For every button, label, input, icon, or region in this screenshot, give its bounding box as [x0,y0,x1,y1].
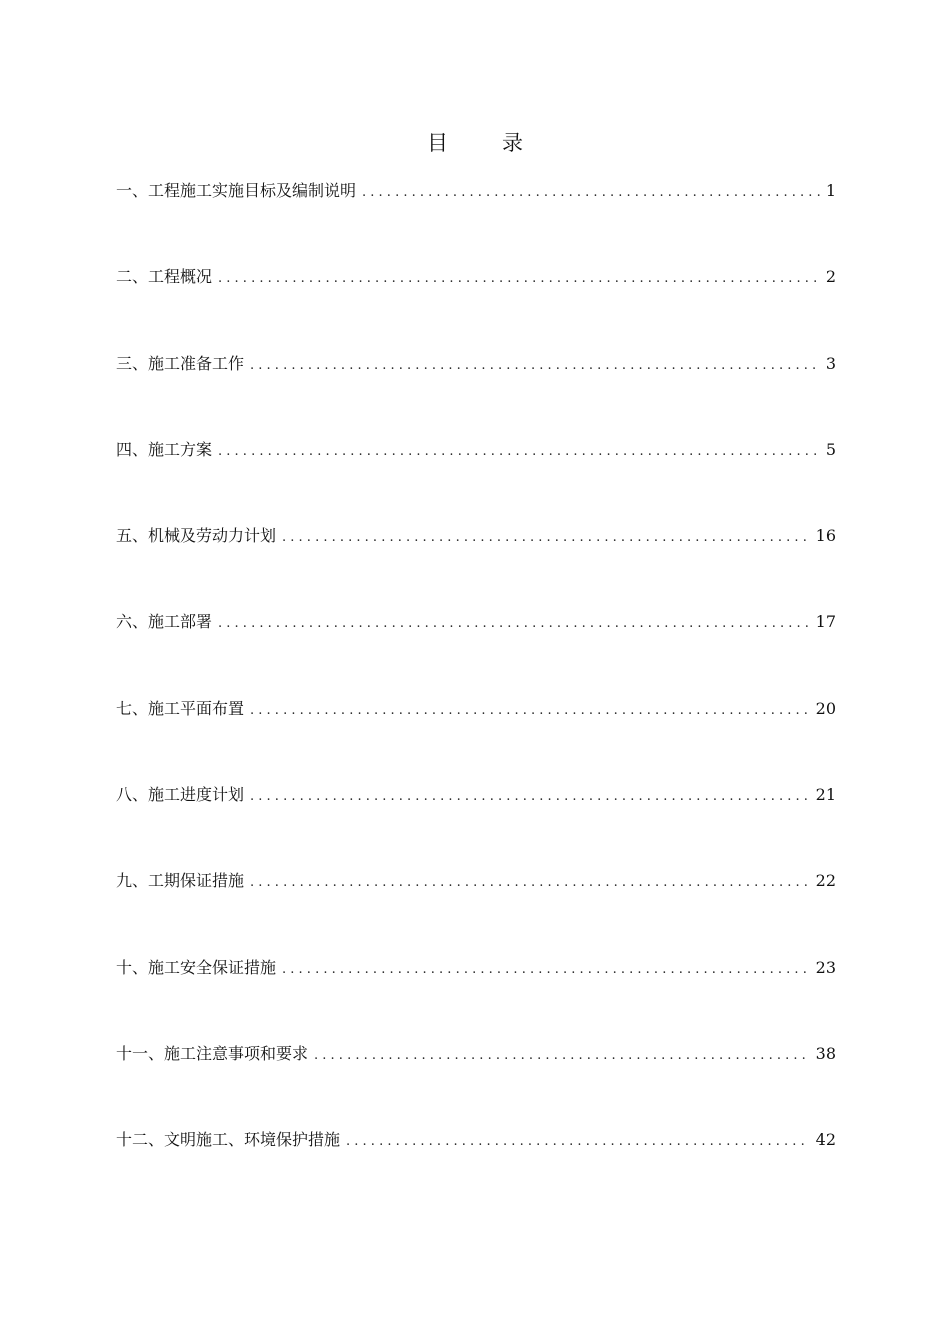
toc-entry-page: 2 [825,267,836,287]
toc-entry-page: 21 [815,785,836,805]
toc-title [0,128,950,158]
toc-entry-page: 42 [815,1130,836,1150]
toc-entry[interactable] [116,1125,836,1211]
dot-leader [282,523,810,553]
toc-entry-label: 七、施工平面布置 [116,698,245,718]
toc-entry-page: 1 [825,181,836,200]
toc-entry-page: 38 [815,1043,836,1063]
toc-entry-label: 二、工程概况 [116,267,213,287]
dot-leader [250,868,810,898]
toc-entry-page: 5 [825,439,836,459]
dot-leader [362,178,820,208]
dot-leader [314,1041,810,1071]
toc-entry[interactable] [116,953,836,1039]
toc-entry-label: 十二、文明施工、环境保护措施 [116,1130,341,1150]
dot-leader [346,1127,810,1157]
dot-leader [250,351,820,381]
toc-entry[interactable] [116,1039,836,1125]
toc-entry-label: 九、工期保证措施 [116,871,245,891]
toc-entry[interactable] [116,607,836,693]
toc-title-char-1: 目 [427,131,448,155]
toc-entry-page: 23 [815,957,836,977]
toc-entry-label: 六、施工部署 [116,612,213,632]
dot-leader [218,437,820,467]
toc-entry[interactable] [116,780,836,866]
toc-entry[interactable] [116,349,836,435]
toc-entry-label: 四、施工方案 [116,439,213,459]
dot-leader [218,609,810,639]
toc-entry-label: 十、施工安全保证措施 [116,957,277,977]
toc-list [116,176,836,1212]
toc-entry-label: 十一、施工注意事项和要求 [116,1043,309,1063]
toc-entry-page: 3 [825,353,836,373]
dot-leader [282,955,810,985]
dot-leader [218,264,820,294]
toc-entry-label: 一、工程施工实施目标及编制说明 [116,181,357,200]
toc-entry-label: 三、施工准备工作 [116,353,245,373]
toc-entry[interactable] [116,521,836,607]
toc-entry-page: 16 [815,526,836,546]
toc-entry-label: 五、机械及劳动力计划 [116,526,277,546]
toc-entry[interactable] [116,866,836,952]
toc-entry-page: 20 [815,698,836,718]
toc-entry-label: 八、施工进度计划 [116,785,245,805]
dot-leader [250,782,810,812]
toc-entry[interactable] [116,435,836,521]
toc-title-char-2: 录 [502,131,523,155]
dot-leader [250,696,810,726]
toc-entry[interactable] [116,262,836,348]
toc-entry[interactable] [116,694,836,780]
toc-entry-page: 22 [815,871,836,891]
toc-entry[interactable] [116,176,836,262]
toc-entry-page: 17 [815,612,836,632]
